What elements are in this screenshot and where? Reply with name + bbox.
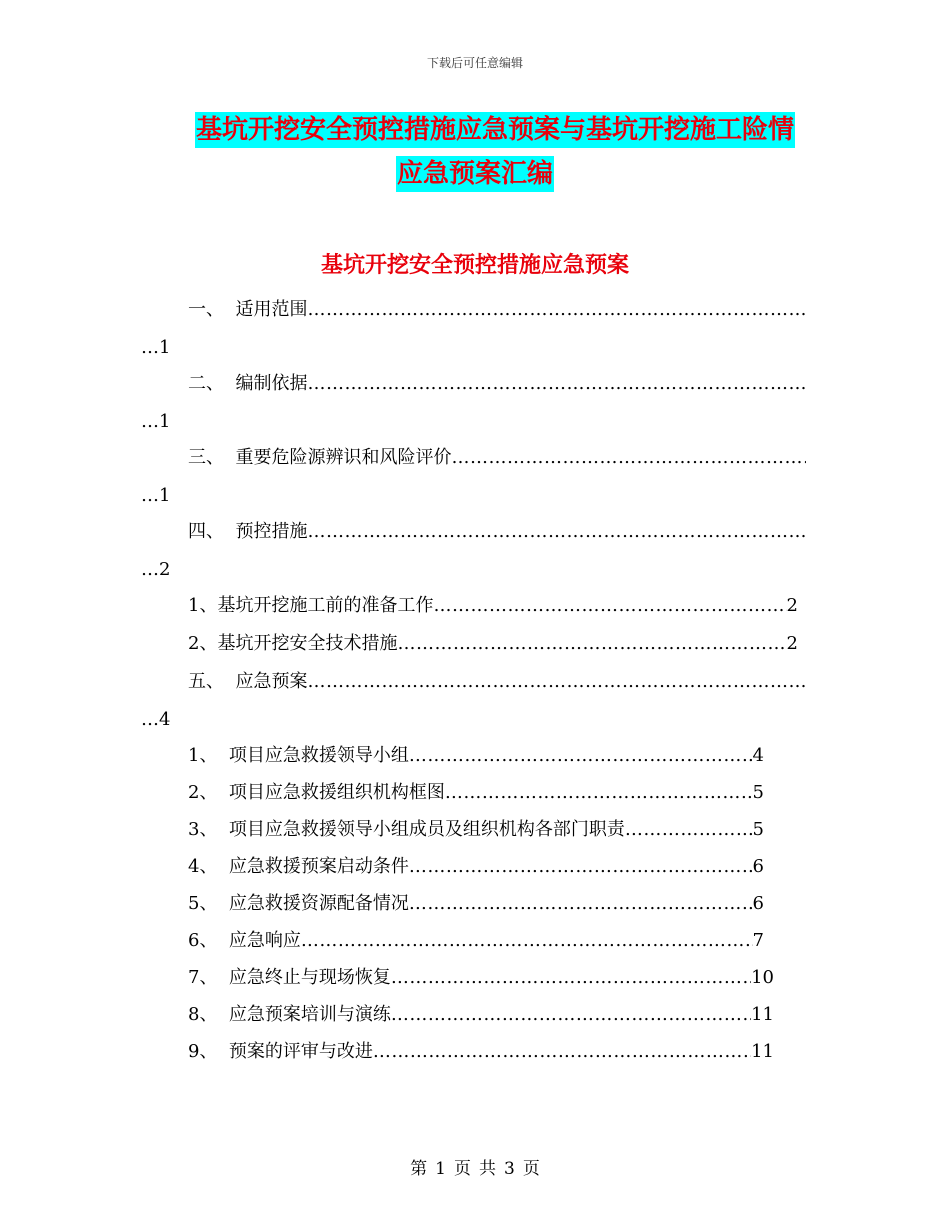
- toc-leader-dots: [307, 298, 806, 322]
- section-subtitle: 基坑开挖安全预控措施应急预案: [320, 252, 629, 278]
- toc-label: 2、基坑开挖安全技术措施: [188, 633, 398, 654]
- toc-entry-response: [188, 929, 764, 953]
- toc-entry-responsibilities: [188, 818, 764, 842]
- toc-label: 1、 项目应急救援领导小组: [188, 745, 409, 766]
- toc-label: 3、 项目应急救援领导小组成员及组织机构各部门职责: [188, 819, 625, 840]
- toc-leader-dots: [625, 818, 753, 842]
- toc-leader-dots: [307, 520, 806, 544]
- toc-leader-dots: [307, 372, 806, 396]
- toc-label: 6、 应急响应: [188, 930, 301, 951]
- toc-label: 7、 应急终止与现场恢复: [188, 967, 391, 988]
- footer-word: 第: [410, 1159, 428, 1179]
- footer-word: 页: [454, 1159, 471, 1179]
- toc-label: 1、基坑开挖施工前的准备工作: [188, 595, 434, 616]
- toc-page-number: …1: [141, 485, 171, 506]
- toc-entry-resources: [188, 892, 764, 916]
- toc-leader-dots: [391, 966, 751, 990]
- toc-entry-org-chart: [188, 781, 764, 805]
- toc-label: 9、 预案的评审与改进: [188, 1041, 373, 1062]
- toc-entry-training: [188, 1003, 774, 1027]
- toc-page-number: …1: [141, 337, 171, 358]
- toc-page-number: …4: [141, 709, 171, 730]
- toc-label: 5、 应急救援资源配备情况: [188, 893, 409, 914]
- toc-leader-dots: [451, 446, 806, 470]
- toc-leader-dots: [397, 632, 786, 656]
- toc-leader-dots: [391, 1003, 751, 1027]
- toc-entry-emergency-plan: [188, 670, 806, 694]
- toc-entry-scope: [188, 298, 806, 322]
- toc-page-number: 11: [751, 1041, 774, 1062]
- toc-leader-dots: [307, 670, 806, 694]
- toc-label: 8、 应急预案培训与演练: [188, 1004, 391, 1025]
- toc-page-number: 11: [751, 1004, 774, 1025]
- toc-label: 四、 预控措施: [188, 521, 308, 542]
- document-title-line-1: 基坑开挖安全预控措施应急预案与基坑开挖施工险情: [195, 112, 795, 148]
- toc-leader-dots: [409, 892, 753, 916]
- toc-label: 一、 适用范围: [188, 299, 308, 320]
- toc-leader-dots: [373, 1040, 751, 1064]
- footer-word: 共: [479, 1159, 496, 1179]
- document-title-line-2: 应急预案汇编: [396, 156, 554, 192]
- toc-entry-preparation: [188, 594, 798, 618]
- toc-entry-safety-measures: [188, 632, 798, 656]
- toc-page-number: 10: [751, 967, 774, 988]
- toc-label: 五、 应急预案: [188, 671, 308, 692]
- toc-page-number: …1: [141, 411, 171, 432]
- toc-entry-activation: [188, 855, 764, 879]
- footer-page-number: 1: [435, 1159, 446, 1179]
- toc-entry-hazard: [188, 446, 806, 470]
- footer-word: 页: [522, 1159, 540, 1179]
- toc-page-number: …2: [141, 559, 171, 580]
- toc-leader-dots: [409, 855, 753, 879]
- toc-label: 三、 重要危险源辨识和风险评价: [188, 447, 452, 468]
- toc-leader-dots: [445, 781, 753, 805]
- page-footer: [0, 1154, 950, 1179]
- toc-entry-termination: [188, 966, 774, 990]
- toc-page-number: 2: [786, 595, 798, 616]
- footer-total-pages: 3: [504, 1159, 515, 1179]
- toc-leader-dots: [433, 594, 786, 618]
- toc-entry-review: [188, 1040, 774, 1064]
- toc-entry-leadership: [188, 744, 764, 768]
- toc-page-number: 5: [752, 782, 764, 803]
- toc-label: 2、 项目应急救援组织机构框图: [188, 782, 445, 803]
- toc-entry-precontrol: [188, 520, 806, 544]
- toc-page-number: 6: [752, 893, 764, 914]
- toc-leader-dots: [301, 929, 753, 953]
- toc-label: 二、 编制依据: [188, 373, 308, 394]
- toc-page-number: 2: [786, 633, 798, 654]
- toc-page-number: 5: [752, 819, 764, 840]
- page-header-note: 下载后可任意编辑: [426, 56, 523, 70]
- toc-label: 4、 应急救援预案启动条件: [188, 856, 409, 877]
- toc-leader-dots: [409, 744, 753, 768]
- toc-entry-basis: [188, 372, 806, 396]
- toc-page-number: 7: [752, 930, 764, 951]
- toc-page-number: 6: [752, 856, 764, 877]
- toc-page-number: 4: [752, 745, 764, 766]
